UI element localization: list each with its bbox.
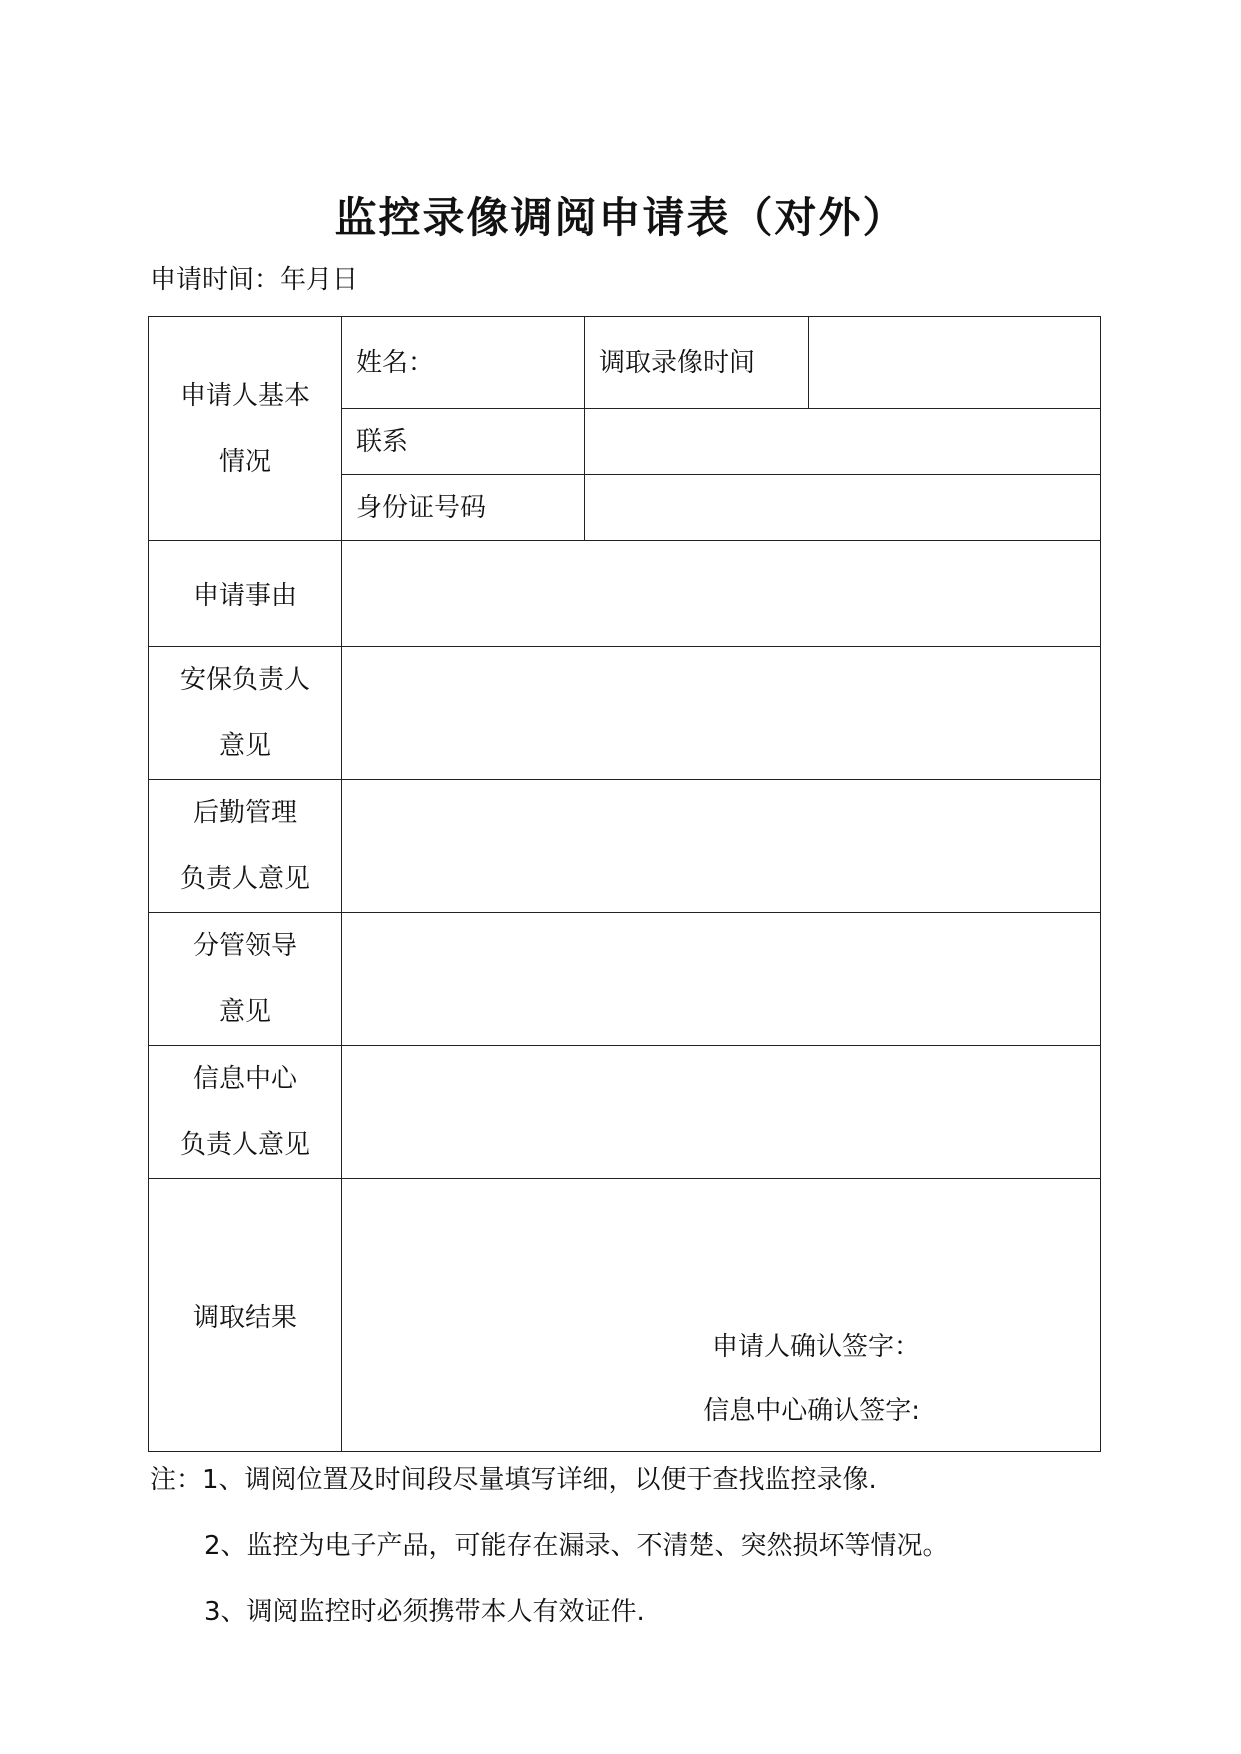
leader-opinion-label-line2: 意见	[218, 997, 271, 1027]
id-number-label: 身份证号码	[342, 475, 585, 541]
info-center-opinion-label-line1: 信息中心	[192, 1064, 297, 1094]
table-row	[149, 780, 1101, 913]
id-number-field[interactable]	[585, 475, 1101, 541]
table-row	[149, 913, 1101, 1046]
security-opinion-label	[149, 647, 342, 780]
table-row	[149, 1046, 1101, 1179]
note-item: 注：1、调阅位置及时间段尽量填写详细，以便于查找监控录像.	[150, 1465, 877, 1495]
table-row	[149, 1179, 1101, 1452]
logistics-opinion-label	[149, 780, 342, 913]
result-label: 调取结果	[149, 1179, 342, 1452]
retrieve-time-field[interactable]	[809, 317, 1101, 409]
name-label: 姓名：	[342, 317, 585, 409]
contact-label: 联系	[342, 409, 585, 475]
logistics-opinion-label-line2: 负责人意见	[179, 864, 310, 894]
apply-time: 申请时间：年月日	[150, 265, 359, 295]
info-center-signature-label: 信息中心确认签字:	[703, 1396, 920, 1426]
info-center-opinion-field[interactable]	[342, 1046, 1101, 1179]
security-opinion-label-line1: 安保负责人	[179, 665, 310, 695]
applicant-info-label-line1: 申请人基本	[179, 380, 310, 411]
applicant-info-label	[149, 317, 342, 541]
signature-area	[342, 1179, 1100, 1451]
note-item: 2、监控为电子产品，可能存在漏录、不清楚、突然损坏等情况。	[204, 1531, 949, 1561]
applicant-signature-label: 申请人确认签字：	[711, 1332, 920, 1362]
table-row	[149, 541, 1101, 647]
security-opinion-field[interactable]	[342, 647, 1101, 780]
note-item: 3、调阅监控时必须携带本人有效证件.	[204, 1597, 645, 1627]
leader-opinion-label	[149, 913, 342, 1046]
info-center-opinion-label	[149, 1046, 342, 1179]
logistics-opinion-label-line1: 后勤管理	[192, 798, 297, 828]
retrieve-time-label: 调取录像时间	[585, 317, 809, 409]
page-title: 监控录像调阅申请表（对外）	[334, 193, 907, 242]
table-row	[149, 317, 1101, 409]
applicant-info-label-line2: 情况	[218, 446, 271, 477]
contact-field[interactable]	[585, 409, 1101, 475]
logistics-opinion-field[interactable]	[342, 780, 1101, 913]
application-form-table	[148, 316, 1101, 1452]
reason-field[interactable]	[342, 541, 1101, 647]
reason-label: 申请事由	[149, 541, 342, 647]
table-row	[149, 647, 1101, 780]
security-opinion-label-line2: 意见	[218, 731, 271, 761]
leader-opinion-label-line1: 分管领导	[192, 931, 297, 961]
result-field[interactable]	[342, 1179, 1101, 1452]
info-center-opinion-label-line2: 负责人意见	[179, 1130, 310, 1160]
leader-opinion-field[interactable]	[342, 913, 1101, 1046]
